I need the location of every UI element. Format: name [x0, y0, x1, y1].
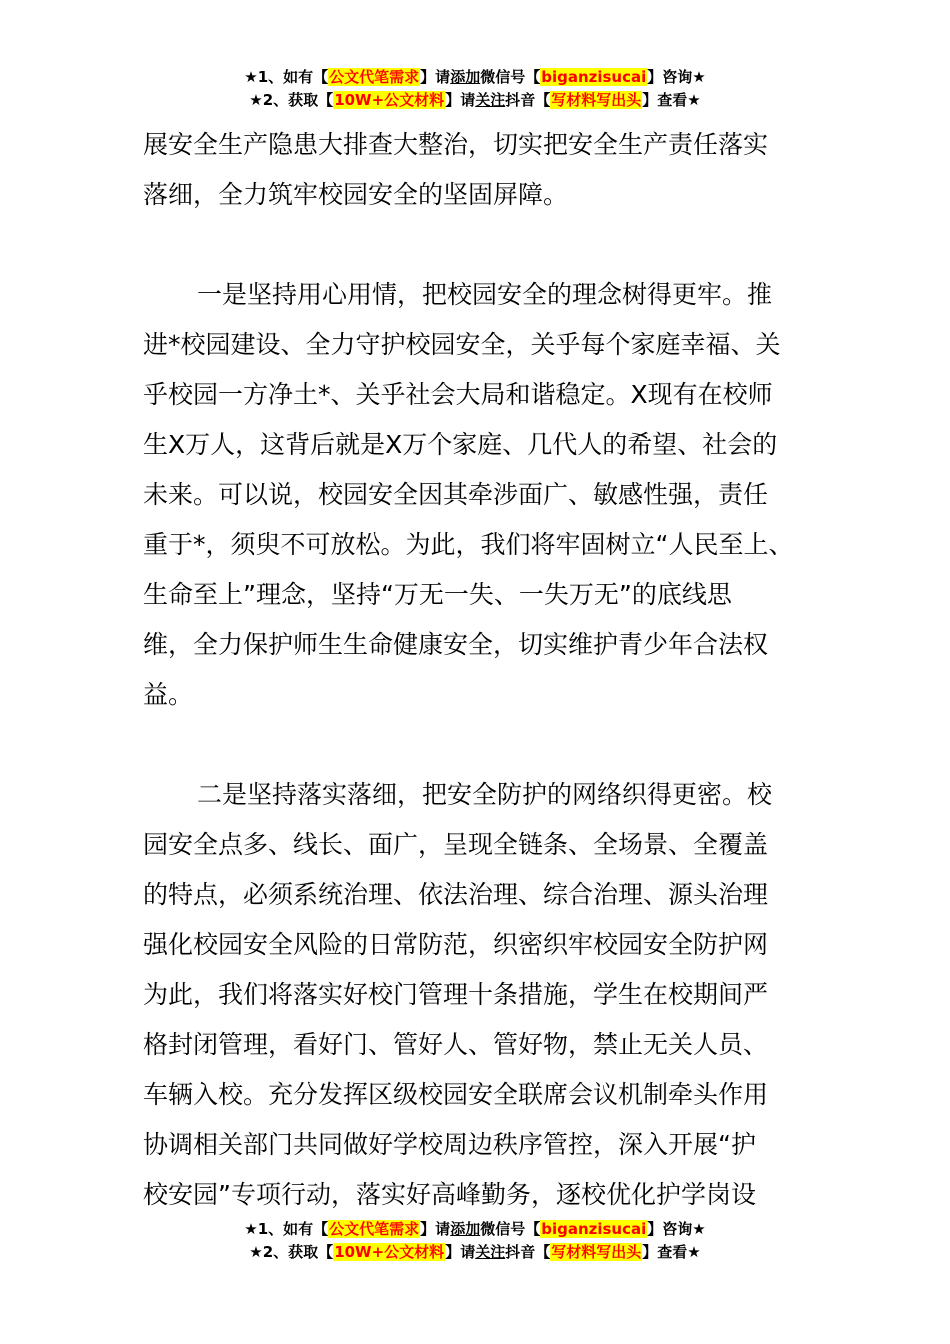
banner-highlight: 10W+公文材料: [334, 1243, 445, 1261]
banner-line-2: [0, 1241, 950, 1264]
text-line: 强化校园安全风险的日常防范，织密织牢校园安全防护网: [143, 930, 769, 959]
document-body: [143, 120, 815, 1220]
paragraph-continuation: [143, 120, 815, 220]
text-line: 生X万人，这背后就是X万个家庭、几代人的希望、社会的: [143, 430, 778, 459]
banner-underline: 添加: [450, 1220, 481, 1238]
banner-text: 抖音【: [505, 91, 551, 109]
banner-highlight: 写材料写出头: [551, 91, 642, 109]
banner-highlight: biganzisucai: [541, 1220, 647, 1238]
banner-text: 】咨询★: [647, 68, 706, 86]
text-line: 一是坚持用心用情，把校园安全的理念树得更牢。推: [197, 280, 773, 309]
banner-line-2: [0, 89, 950, 112]
paragraph-two: [143, 770, 815, 1220]
banner-highlight: 写材料写出头: [551, 1243, 642, 1261]
banner-text: ★1、如有【: [244, 68, 329, 86]
banner-highlight: biganzisucai: [541, 68, 647, 86]
text-line: 二是坚持落实落细，把安全防护的网络织得更密。校: [197, 780, 773, 809]
banner-highlight: 公文代笔需求: [329, 1220, 420, 1238]
banner-text: ★2、获取【: [249, 1243, 334, 1261]
text-line: 生命至上”理念，坚持“万无一失、一失万无”的底线思: [143, 580, 732, 609]
text-line: 协调相关部门共同做好学校周边秩序管控，深入开展“护: [143, 1130, 756, 1159]
banner-text: 微信号【: [480, 68, 541, 86]
banner-text: 】请: [445, 91, 476, 109]
banner-underline: 关注: [475, 91, 506, 109]
header-banner: [0, 66, 950, 112]
text-line: 校安园”专项行动，落实好高峰勤务，逐校优化护学岗设: [143, 1180, 756, 1209]
text-line: 维，全力保护师生生命健康安全，切实维护青少年合法权: [143, 630, 769, 659]
banner-text: 】查看★: [642, 91, 701, 109]
text-line: 园安全点多、线长、面广，呈现全链条、全场景、全覆盖: [143, 830, 769, 859]
text-line: 未来。可以说，校园安全因其牵涉面广、敏感性强，责任: [143, 480, 769, 509]
banner-text: ★2、获取【: [249, 91, 334, 109]
footer-banner: [0, 1218, 950, 1264]
banner-text: 】咨询★: [647, 1220, 706, 1238]
banner-text: 】请: [420, 68, 451, 86]
banner-highlight: 公文代笔需求: [329, 68, 420, 86]
banner-text: 】请: [445, 1243, 476, 1261]
text-line: 进*校园建设、全力守护校园安全，关乎每个家庭幸福、关: [143, 330, 781, 359]
text-line: 格封闭管理，看好门、管好人、管好物，禁止无关人员、: [143, 1030, 769, 1059]
banner-line-1: [0, 66, 950, 89]
text-line: 车辆入校。充分发挥区级校园安全联席会议机制牵头作用: [143, 1080, 769, 1109]
banner-underline: 关注: [475, 1243, 506, 1261]
text-line: 的特点，必须系统治理、依法治理、综合治理、源头治理: [143, 880, 769, 909]
text-line: 展安全生产隐患大排查大整治，切实把安全生产责任落实: [143, 130, 769, 159]
text-line: 益。: [143, 680, 194, 709]
banner-text: 微信号【: [480, 1220, 541, 1238]
banner-line-1: [0, 1218, 950, 1241]
banner-text: 抖音【: [505, 1243, 551, 1261]
text-line: 重于*，须臾不可放松。为此，我们将牢固树立“人民至上、: [143, 530, 794, 559]
banner-text: 】请: [420, 1220, 451, 1238]
text-line: 为此，我们将落实好校门管理十条措施，学生在校期间严: [143, 980, 769, 1009]
text-line: 乎校园一方净土*、关乎社会大局和谐稳定。X现有在校师: [143, 380, 773, 409]
banner-text: 】查看★: [642, 1243, 701, 1261]
paragraph-one: [143, 270, 815, 720]
banner-text: ★1、如有【: [244, 1220, 329, 1238]
banner-highlight: 10W+公文材料: [334, 91, 445, 109]
text-line: 落细，全力筑牢校园安全的坚固屏障。: [143, 180, 569, 209]
banner-underline: 添加: [450, 68, 481, 86]
